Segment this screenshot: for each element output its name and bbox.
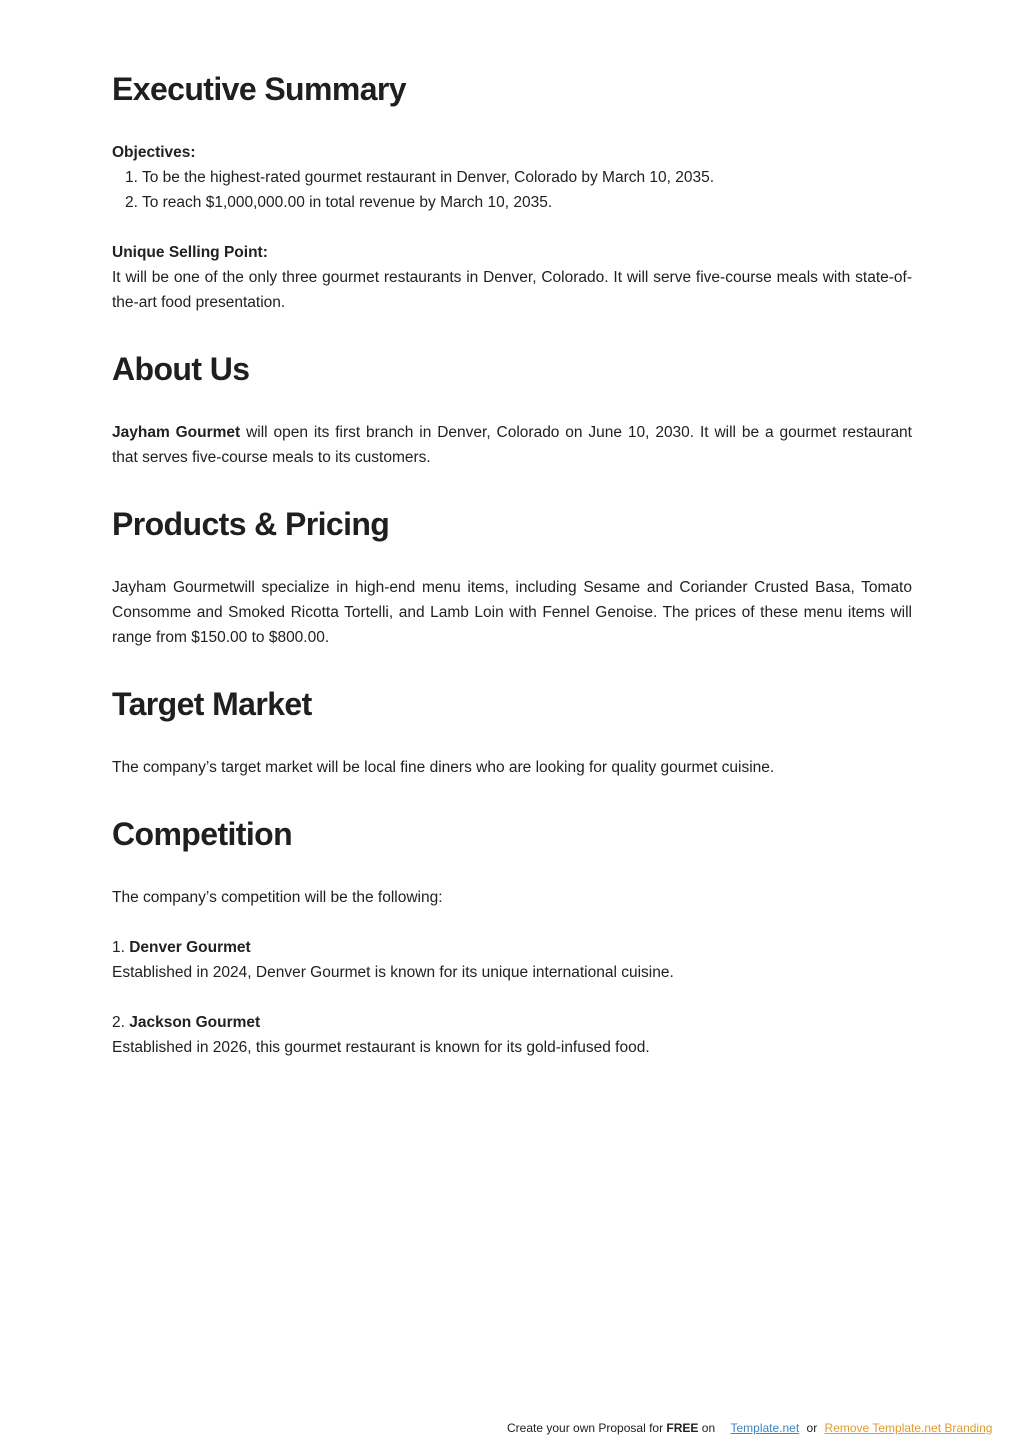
about-us-body: will open its first branch in Denver, Colorado on June 10, 2030. It will be a gourmet restaurant that serves five-course meals to its customers.: [112, 424, 912, 466]
heading-target-market: Target Market: [112, 686, 312, 722]
heading-executive-summary: Executive Summary: [112, 71, 406, 107]
products-pricing-text: Jayham Gourmetwill specialize in high-end menu items, including Sesame and Coriander Crusted Basa, Tomato Consomme and Smoked Ricotta Tortelli, and Lamb Loin with Fennel Genoise. The prices of these menu items will range from $150.00 to $800.00.: [112, 579, 912, 646]
objectives-label: Objectives:: [112, 144, 196, 161]
template-net-link[interactable]: Template.net: [730, 1421, 800, 1435]
about-us-text: [112, 420, 912, 470]
competitor-number: 1.: [112, 939, 130, 956]
footer-free: FREE: [666, 1421, 699, 1435]
competitor-title: [112, 935, 912, 960]
objective-item: 2. To reach $1,000,000.00 in total revenue by March 10, 2035.: [125, 194, 553, 211]
usp-label: Unique Selling Point:: [112, 244, 268, 261]
remove-branding-link[interactable]: Remove Template.net Branding: [824, 1421, 993, 1435]
objective-item: 1. To be the highest-rated gourmet restaurant in Denver, Colorado by March 10, 2035.: [125, 169, 715, 186]
competitor-name: Denver Gourmet: [129, 939, 251, 956]
heading-products-pricing: Products & Pricing: [112, 506, 390, 542]
competitor-name: Jackson Gourmet: [129, 1014, 261, 1031]
footer-or: or: [806, 1421, 818, 1435]
heading-competition: Competition: [112, 816, 293, 852]
competitor-description: Established in 2024, Denver Gourmet is known for its unique international cuisine.: [112, 964, 674, 981]
usp-text: It will be one of the only three gourmet restaurants in Denver, Colorado. It will serve five-course meals with state-of-the-art food presentation.: [112, 269, 912, 311]
competitor-title: [112, 1010, 912, 1035]
footer-on: on: [698, 1421, 716, 1435]
company-name: Jayham Gourmet: [112, 424, 241, 441]
competitor-description: Established in 2026, this gourmet restaurant is known for its gold-infused food.: [112, 1039, 650, 1056]
competition-intro: The company’s competition will be the following:: [112, 889, 443, 906]
competitor-number: 2.: [112, 1014, 130, 1031]
branding-footer: [507, 1419, 992, 1437]
target-market-text: The company’s target market will be local fine diners who are looking for quality gourmet cuisine.: [112, 759, 775, 776]
footer-prefix: Create your own Proposal for: [507, 1421, 667, 1435]
heading-about-us: About Us: [112, 351, 250, 387]
